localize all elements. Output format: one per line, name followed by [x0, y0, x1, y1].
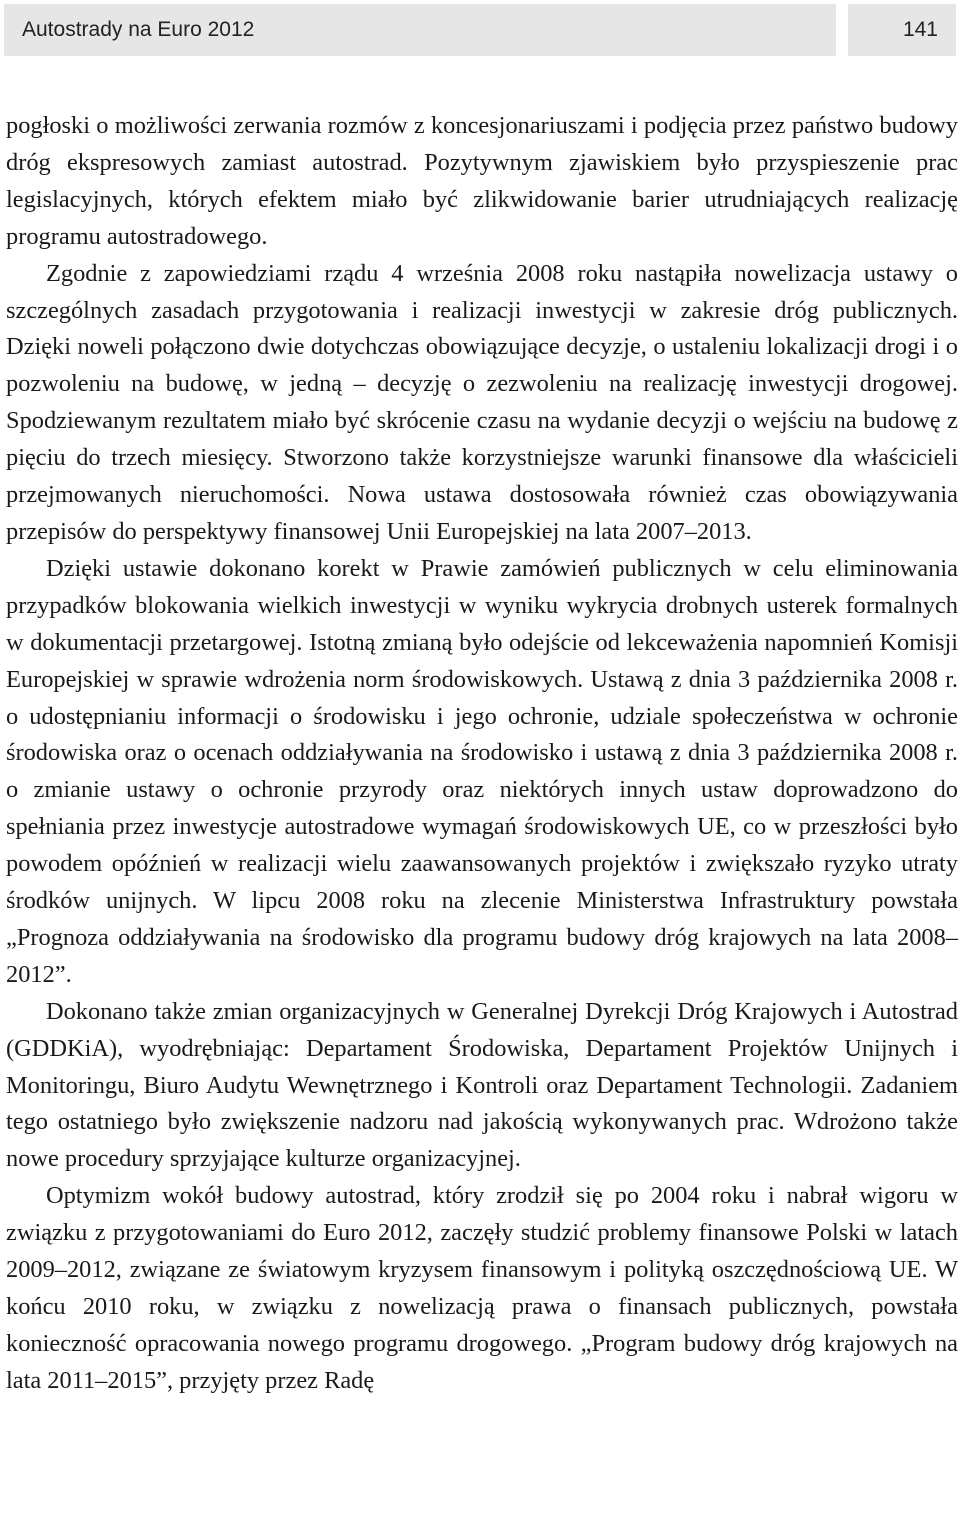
page-body [6, 108, 958, 1400]
paragraph: Optymizm wokół budowy autostrad, który zrodził się po 2004 roku i nabrał wigoru w związku z przygotowaniami do Euro 2012, zaczęły studzić problemy finansowe Polski w latach 2009–2012, związane ze światowym kryzysem finansowym i polityką oszczędnościową UE. W końcu 2010 roku, w związku z nowelizacją prawa o finansach publicznych, powstała konieczność opracowania nowego programu drogowego. „Program budowy dróg krajowych na lata 2011–2015”, przyjęty przez Radę [6, 1182, 958, 1394]
paragraph: pogłoski o możliwości zerwania rozmów z koncesjonariuszami i podjęcia przez państwo budowy dróg ekspresowych zamiast autostrad. Pozytywnym zjawiskiem było przyspieszenie prac legislacyjnych, których efektem miało być zlikwidowanie barier utrudniających realizację programu autostradowego. [6, 112, 958, 250]
paragraph: Dokonano także zmian organizacyjnych w Generalnej Dyrekcji Dróg Krajowych i Autostrad (GDDKiA), wyodrębniając: Departament Środowiska, Departament Projektów Unijnych i Monitoringu, Biuro Audytu Wewnętrznego i Kontroli oraz Departament Technologii. Zadaniem tego ostatniego było zwiększenie nadzoru nad jakością wykonywanych prac. Wdrożono także nowe procedury sprzyjające kulturze organizacyjnej. [6, 997, 958, 1173]
paragraph: Zgodnie z zapowiedziami rządu 4 września 2008 roku nastąpiła nowelizacja ustawy o szczególnych zasadach przygotowania i realizacji inwestycji w zakresie dróg publicznych. Dzięki noweli połączono dwie dotychczas obowiązujące decyzje, o ustaleniu lokalizacji drogi i o pozwoleniu na budowę, w jedną – decyzję o zezwoleniu na realizację inwestycji drogowej. Spodziewanym rezultatem miało być skrócenie czasu na wydanie decyzji o wejściu na budowę z pięciu do trzech miesięcy. Stworzono także korzystniejsze warunki finansowe dla właścicieli przejmowanych nieruchomości. Nowa ustawa dostosowała również czas obowiązywania przepisów do perspektywy finansowej Unii Europejskiej na lata 2007–2013. [6, 259, 958, 545]
page-number-box [848, 4, 956, 56]
page-number: 141 [902, 18, 938, 41]
running-header [4, 4, 836, 56]
running-header-title: Autostrady na Euro 2012 [22, 18, 255, 41]
page-header [0, 4, 960, 56]
paragraph: Dzięki ustawie dokonano korekt w Prawie zamówień publicznych w celu eliminowania przypadków blokowania wielkich inwestycji w wyniku wykrycia drobnych usterek formalnych w dokumentacji przetargowej. Istotną zmianą było odejście od lekceważenia napomnień Komisji Europejskiej w sprawie wdrożenia norm środowiskowych. Ustawą z dnia 3 października 2008 r. o udostępnianiu informacji o środowisku i jego ochronie, udziale społeczeństwa w ochronie środowiska oraz o ocenach oddziaływania na środowisko i ustawą z dnia 3 października 2008 r. o zmianie ustawy o ochronie przyrody oraz niektórych innych ustaw doprowadzono do spełniania przez inwestycje autostradowe wymagań środowiskowych UE, co w przeszłości było powodem opóźnień w realizacji wielu zaawansowanych projektów i zwiększało ryzyko utraty środków unijnych. W lipcu 2008 roku na zlecenie Ministerstwa Infrastruktury powstała „Prognoza oddziaływania na środowisko dla programu budowy dróg krajowych na lata 2008–2012”. [6, 554, 958, 988]
